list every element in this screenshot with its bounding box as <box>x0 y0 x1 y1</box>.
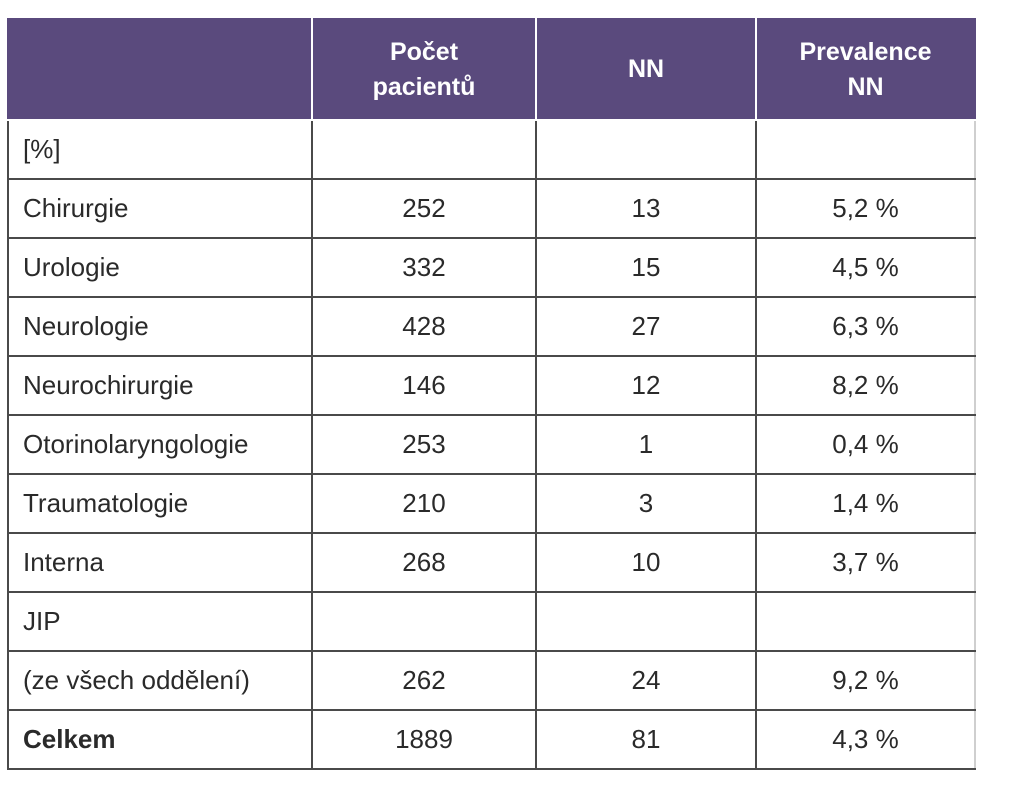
row-nn: 24 <box>536 651 756 710</box>
row-nn <box>536 592 756 651</box>
row-nn: 27 <box>536 297 756 356</box>
row-label: Otorinolaryngologie <box>8 415 312 474</box>
row-patients: 210 <box>312 474 536 533</box>
row-nn <box>536 120 756 179</box>
row-prevalence: 1,4 % <box>756 474 975 533</box>
row-patients <box>312 592 536 651</box>
row-label: Neurologie <box>8 297 312 356</box>
row-patients: 262 <box>312 651 536 710</box>
row-prevalence: 3,7 % <box>756 533 975 592</box>
header-patient-count-line2: pacientů <box>372 72 476 101</box>
row-patients <box>312 120 536 179</box>
prevalence-table <box>7 18 976 770</box>
table-row <box>8 592 975 651</box>
table-row <box>8 238 975 297</box>
row-label: Interna <box>8 533 312 592</box>
header-patient-count-line1: Počet <box>389 37 459 66</box>
table-row <box>8 651 975 710</box>
total-label: Celkem <box>8 710 312 769</box>
table-header <box>8 19 975 120</box>
row-patients: 252 <box>312 179 536 238</box>
row-nn: 13 <box>536 179 756 238</box>
row-label: Neurochirurgie <box>8 356 312 415</box>
total-row <box>8 710 975 769</box>
table-row <box>8 297 975 356</box>
row-nn: 10 <box>536 533 756 592</box>
row-label: Chirurgie <box>8 179 312 238</box>
table-body <box>8 120 975 769</box>
row-label: (ze všech oddělení) <box>8 651 312 710</box>
table-row <box>8 533 975 592</box>
row-nn: 1 <box>536 415 756 474</box>
row-nn: 12 <box>536 356 756 415</box>
row-patients: 332 <box>312 238 536 297</box>
header-prevalence-line2: NN <box>847 72 884 101</box>
row-label: JIP <box>8 592 312 651</box>
header-department <box>8 19 312 120</box>
row-patients: 146 <box>312 356 536 415</box>
row-prevalence: 5,2 % <box>756 179 975 238</box>
header-prevalence-line1: Prevalence <box>799 37 932 66</box>
header-nn-line1: NN <box>627 55 665 83</box>
header-prevalence <box>756 19 975 120</box>
table-row <box>8 179 975 238</box>
total-prevalence: 4,3 % <box>756 710 975 769</box>
row-prevalence: 9,2 % <box>756 651 975 710</box>
row-patients: 253 <box>312 415 536 474</box>
table-row <box>8 415 975 474</box>
row-prevalence: 6,3 % <box>756 297 975 356</box>
row-label: [%] <box>8 120 312 179</box>
row-patients: 268 <box>312 533 536 592</box>
row-label: Traumatologie <box>8 474 312 533</box>
total-patients: 1889 <box>312 710 536 769</box>
header-patient-count <box>312 19 536 120</box>
row-patients: 428 <box>312 297 536 356</box>
header-row <box>8 19 975 120</box>
table-row <box>8 356 975 415</box>
row-prevalence <box>756 120 975 179</box>
row-prevalence <box>756 592 975 651</box>
row-prevalence: 0,4 % <box>756 415 975 474</box>
row-prevalence: 8,2 % <box>756 356 975 415</box>
header-nn <box>536 19 756 120</box>
row-prevalence: 4,5 % <box>756 238 975 297</box>
row-label: Urologie <box>8 238 312 297</box>
table-row <box>8 474 975 533</box>
row-nn: 3 <box>536 474 756 533</box>
row-nn: 15 <box>536 238 756 297</box>
table-row <box>8 120 975 179</box>
total-nn: 81 <box>536 710 756 769</box>
